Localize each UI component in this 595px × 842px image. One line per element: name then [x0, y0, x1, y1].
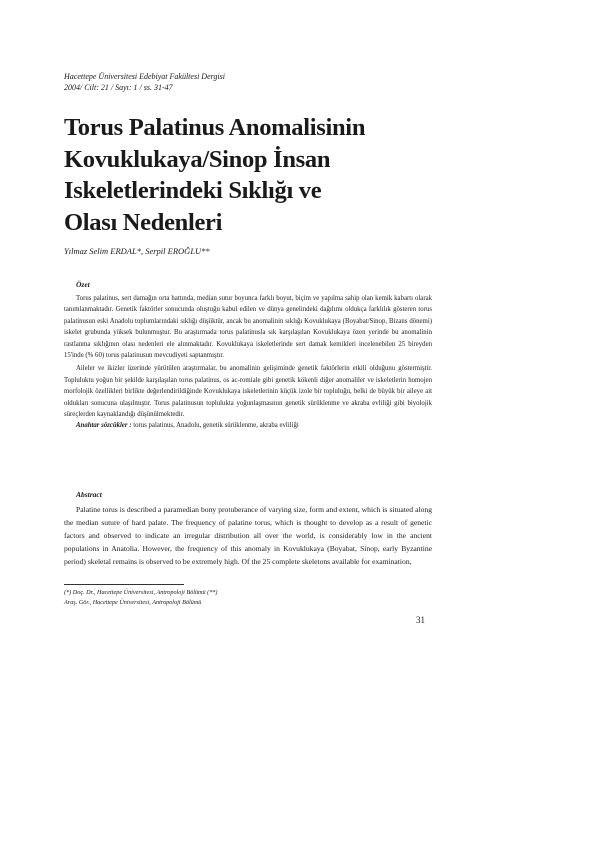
footnote-divider — [64, 584, 184, 585]
ozet-heading: Özet — [76, 280, 90, 289]
footnote-line-2: Araş. Gör., Hacettepe Üniversitesi, Antropoloji Bölümü — [64, 599, 202, 606]
abstract-section — [64, 490, 432, 568]
ozet-paragraph-1: Torus palatinus, sert damağın orta hattında, median sutur boyunca farklı boyut, biçim ve yapılma sahip olan kemik kabartı olarak tanımlanmaktadır. Genetik faktörler sonucunda oluştuğu kabul edilen ve dünya genelindeki dağılımı oldukça farklılık gösteren torus palatinusun eski Anadolu toplumlarındaki sıklığı düşüktür, ancak bu anomalinin sıklığı Kovuklukaya (Boyabat/Sinop, Bizans dönemi) iskelet grubunda yüksek bulunmuştur. Bu araştırmada torus palatinusla sık karşılaşılan Kovuklukaya özen yerinde bu anomalinin rastlanma sıklığının olası nedenleri ele alınmaktadır. Kovuklukaya iskeletlerinde sert damak kemikleri incelenebilen 25 bireyden 15'inde (% 60) torus palatinusun mevcudiyeti saptanmıştır. — [64, 295, 432, 360]
journal-name: Hacettepe Üniversitesi Edebiyat Fakültesi Dergisi — [64, 72, 225, 81]
article-title — [64, 112, 432, 238]
paper-page — [64, 0, 432, 842]
title-line-1: Torus Palatinus Anomalisinin — [64, 114, 366, 141]
keywords-label: Anahtar sözcükler : — [76, 422, 132, 430]
title-line-4: Olası Nedenleri — [64, 208, 223, 236]
page-number: 31 — [416, 615, 425, 625]
keywords — [64, 420, 432, 431]
ozet-section — [64, 280, 432, 432]
keywords-text: torus palatinus, Anadolu, genetik sürüklenme, akraba evliliği — [133, 422, 299, 430]
title-line-3: Iskeletlerindeki Sıklığı ve — [64, 177, 322, 204]
title-line-2: Kovuklukaya/Sinop İnsan — [64, 145, 331, 173]
footnote-line-1: (*) Doç. Dr., Hacettepe Üniversitesi, Antropoloji Bölümü (**) — [64, 589, 218, 596]
authors: Yılmaz Selim ERDAL*, Serpil EROĞLU** — [64, 246, 210, 256]
abstract-heading: Abstract — [76, 490, 102, 499]
footnote — [64, 588, 217, 608]
abstract-paragraph: Palatine torus is described a paramedian bony protuberance of varying size, form and extent, which is situated along the median suture of hard palate. The frequency of palatine torus, which is thought to develop as a result of genetic factors and observed to indicate an irregular distribution all over the world, is considerably low in the ancient populations in Anatolia. However, the frequency of this anomaly in Kovuklukaya (Boyabat, Sinop, early Byzantine period) skeletal remains is observed to be extremely high. Of the 25 complete skeletons available for examination, — [64, 505, 432, 566]
journal-volume: 2004/ Cilt: 21 / Sayı: 1 / ss. 31-47 — [64, 83, 173, 92]
ozet-paragraph-2: Aileler ve ikizler üzerinde yürütülen araştırmalar, bu anomalinin gelişiminde genetik faktörlerin etkili olduğunu göstermiştir. Topluluktu yoğun bir şekilde karşılaşılan torus palatinus, os ac-romiale gibi genetik kökenli diğer anomaliler ve iskeletlerin homojen morfolojik özellikleri birlikte değerlendirildiğinde Kovuklukaya iskeletlerinin küçük izole bir topluluğu, belki de büyük bir aileye ait oldukları sonucuna ulaşılmıştır. Torus palatinusun toplulukta yoğunlaşmasının genetik sürüklenme ve akraba evliliği gibi biyolojik süreçlerden kaynaklandığı düşünülmektedir. — [64, 365, 432, 419]
journal-header — [64, 71, 225, 93]
